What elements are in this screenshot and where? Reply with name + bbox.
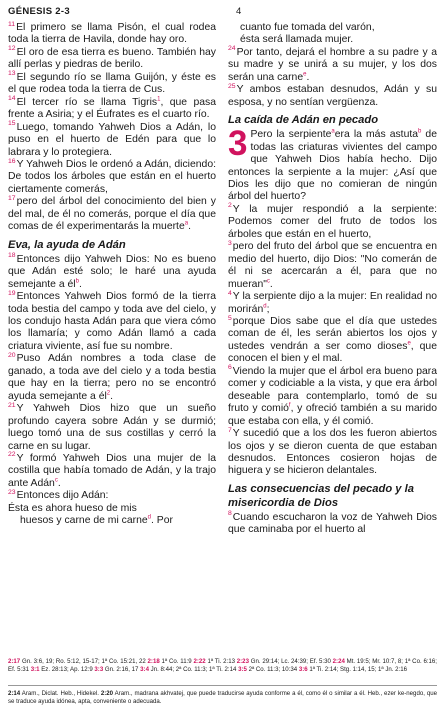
verse-2-11: $^{11}$El primero se llama Pisón, el cual rodea toda la tierra de Havila, donde hay oro. [8, 20, 216, 46]
right-column [228, 22, 437, 537]
verse-2-15: $^{15}$Luego, tomando Yahweh Dios a Adán, lo puso en el huerto de Edén para que lo labrara y lo protegiera. [8, 120, 216, 158]
verse-2-14: $^{14}$El tercer río se llama Tigris$^1$, que pasa frente a Asiria; y el Éufrates es el cuarto río. [8, 95, 216, 121]
verse-3-7: $^7$Y sucedió que a los dos les fueron abiertos los ojos y se dieron cuenta de que estaban desnudos. Entonces cosieron hojas de higuera y se hicieron delantales. [228, 426, 437, 477]
verse-3-1: 3 Pero la serpiente$^a$era la más astuta$^b$ de todas las criaturas vivientes del campo que Yahweh Dios había hecho. Dijo entonces la serpiente a la mujer: ¿Así que Dios les dijo que no comieran de ningún árbol del huerto? [228, 124, 437, 203]
section-heading-eva: Eva, la ayuda de Adán [8, 238, 126, 251]
verse-2-21: $^{21}$Y Yahweh Dios hizo que un sueño profundo cayera sobre Adán y se durmió; luego tomó una de sus costillas y cerró la carne en su lugar. [8, 401, 216, 452]
verse-3-4: $^4$Y la serpiente dijo a la mujer: En realidad no morirán$^d$; [228, 289, 437, 315]
verse-2-13: $^{13}$El segundo río se llama Guijón, y éste es el que rodea toda la tierra de Cus. [8, 70, 216, 96]
section-heading-consecuencias: Las consecuencias del pecado y la misericordia de Dios [228, 482, 414, 509]
verse-2-24: $^{24}$Por tanto, dejará el hombre a su padre y a su madre y se unirá a su mujer, y los dos serán una carne$^e$. [228, 45, 437, 83]
verse-2-19: $^{19}$Entonces Yahweh Dios formó de la tierra toda bestia del campo y toda ave del cielo, y los condujo hasta Adán para que viera cómo los llamaría; y como Adán llamó a cada criatura viviente, así fue su nombre. [8, 289, 216, 352]
verse-3-5: $^5$porque Dios sabe que el día que ustedes coman de él, les serán abiertos los ojos y ustedes vendrán a ser como dioses$^e$, que conocen el bien y el mal. [228, 314, 437, 365]
verse-3-6: $^6$Viendo la mujer que el árbol era bueno para comer y codiciable a la vista, y que era árbol deseable para contemplarlo, tomó de su fruto y comió$^f$, y ofreció también a su marido que estaba con ella, y él comió. [228, 364, 437, 427]
verse-2-20: $^{20}$Puso Adán nombres a toda clase de ganado, a toda ave del cielo y a toda bestia que hay en la tierra; pero no se encontró ayuda semejante a él$^2$. [8, 351, 216, 402]
verse-2-16: $^{16}$Y Yahweh Dios le ordenó a Adán, diciendo: De todos los árboles que están en el huerto ciertamente comerás, [8, 157, 216, 195]
running-head-book: GÉNESIS 2-3 [8, 6, 70, 17]
chapter-number: 3 [228, 124, 248, 164]
cross-references: 2:17 Gn. 3:6, 19; Ro. 5:12, 15-17; 1ª Co. 15:21, 22 2:18 1ª Co. 11:9 2:22 1ª Ti. 2:13 2:23 Gn. 29:14; Lc. 24:39; Ef. 5:30 2:24 Mt. 19:5; Mr. 10:7, 8; 1ª Co. 6:16; Ef. 5:31 3:1 Ez. 28:13; Ap. 12:9 3:3 Gn. 2:16, 17 3:4 Jn. 8:44; 2ª Co. 11:3; 1ª Ti. 2:14 3:5 2ª Co. 11:3; 10:34 3:6 1ª Ti. 2:14; Stg. 1:14, 15; 1ª Jn. 2:16 [8, 658, 438, 674]
section-heading-caida: La caída de Adán en pecado [228, 114, 379, 127]
verse-2-23: $^{23}$Entonces dijo Adán: Ésta es ahora hueso de mis huesos y carne de mi carne$^d$. Por [8, 488, 173, 527]
running-header [8, 6, 437, 20]
verse-2-17: $^{17}$pero del árbol del conocimiento del bien y del mal, de él no comerás, porque el día que comas de él experimentarás la muerte$^a$. [8, 194, 216, 233]
verse-2-18: $^{18}$Entonces dijo Yahweh Dios: No es bueno que Adán esté solo; le haré una ayuda semejante a él$^b$. [8, 252, 216, 290]
verse-2-25: $^{25}$Y ambos estaban desnudos, Adán y su esposa, y no sentían vergüenza. [228, 82, 437, 108]
verse-3-3: $^3$pero del fruto del árbol que se encuentra en medio del huerto, dijo Dios: "No comerán de él ni se acercarán a él, para que no mueran"$^c$. [228, 239, 437, 290]
left-column [8, 22, 216, 528]
verse-2-23-cont: cuanto fue tomada del varón, ésta será llamada mujer. [240, 22, 375, 46]
verse-2-12: $^{12}$El oro de esa tierra es bueno. También hay allí perlas y piedras de berilo. [8, 45, 216, 71]
verse-3-8: $^8$Cuando escucharon la voz de Yahweh Dios que caminaba por el huerto al [228, 510, 437, 536]
verse-2-22: $^{22}$Y formó Yahweh Dios una mujer de la costilla que había tomado de Adán, y la trajo ante Adán$^c$. [8, 451, 216, 489]
footnote-divider [8, 685, 437, 686]
page-number: 4 [236, 6, 242, 17]
footnotes: 2:14 Aram., Diclat. Heb., Hidekel. 2:20 Aram., madrana akhvatej, que puede traducirse ayuda conforme a él, como él o similar a él. Heb., ezer ke-negdo, que se traduce ayuda idónea, apta, conveniente o adecuada. [8, 690, 437, 706]
verse-3-2: $^2$Y la mujer respondió a la serpiente: Podemos comer del fruto de todos los árboles que están en el huerto, [228, 202, 437, 240]
